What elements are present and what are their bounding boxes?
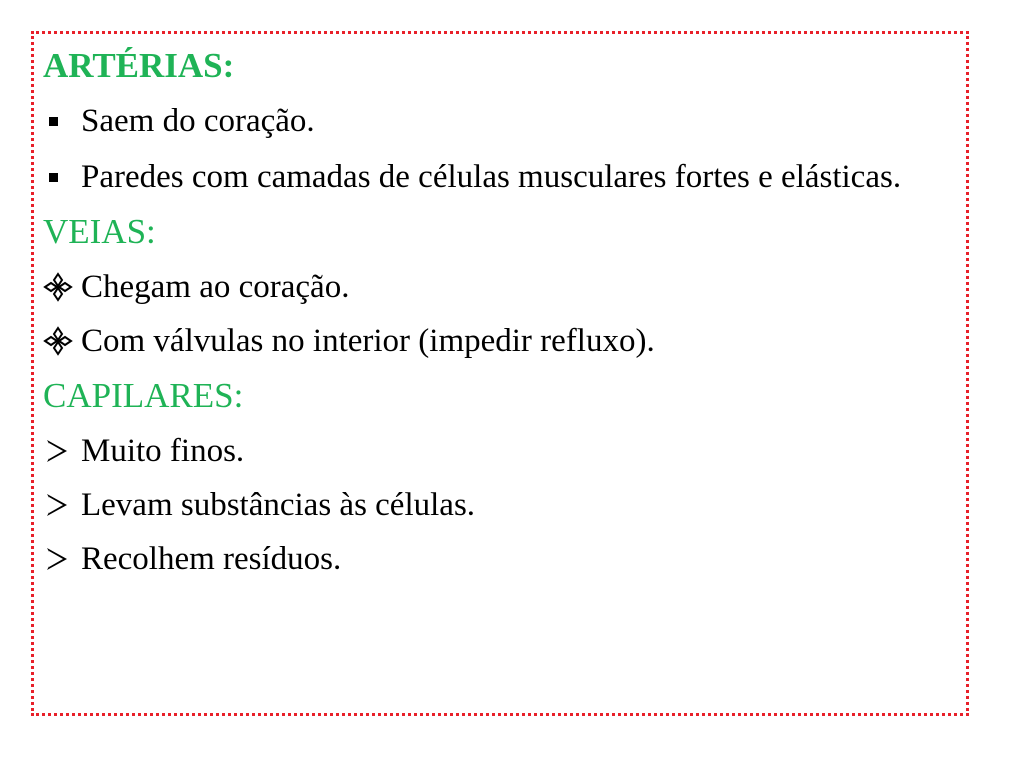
section-capilares: [43, 370, 965, 584]
list-item: [43, 426, 965, 476]
list-item-text: Paredes com camadas de células musculares fortes e elásticas.: [81, 159, 902, 195]
list-item-text: Saem do coração.: [81, 103, 315, 139]
list-item: [43, 534, 965, 584]
section-arterias: [43, 40, 965, 202]
four-diamond-bullet-icon: [43, 262, 81, 312]
list-item-text: Com válvulas no interior (impedir refluxo).: [81, 323, 655, 359]
arrowhead-bullet-icon: [43, 426, 81, 476]
list-item: [43, 316, 965, 366]
list-item: [43, 262, 965, 312]
square-bullet-icon: [43, 96, 81, 146]
arrowhead-bullet-icon: [43, 480, 81, 530]
list-item: [43, 96, 965, 146]
list-item-text: Levam substâncias às células.: [81, 487, 476, 523]
list-item: [43, 152, 965, 202]
slide-content: [43, 40, 965, 588]
arrowhead-bullet-icon: [43, 534, 81, 584]
square-bullet-icon: [43, 152, 81, 202]
section-heading: VEIAS:: [43, 212, 156, 251]
section-heading: ARTÉRIAS:: [43, 46, 235, 85]
list-item-text: Recolhem resíduos.: [81, 541, 342, 577]
list-item: [43, 480, 965, 530]
section-heading: CAPILARES:: [43, 376, 244, 415]
section-veias: [43, 206, 965, 366]
list-item-text: Chegam ao coração.: [81, 269, 350, 305]
list-item-text: Muito finos.: [81, 433, 245, 469]
four-diamond-bullet-icon: [43, 316, 81, 366]
